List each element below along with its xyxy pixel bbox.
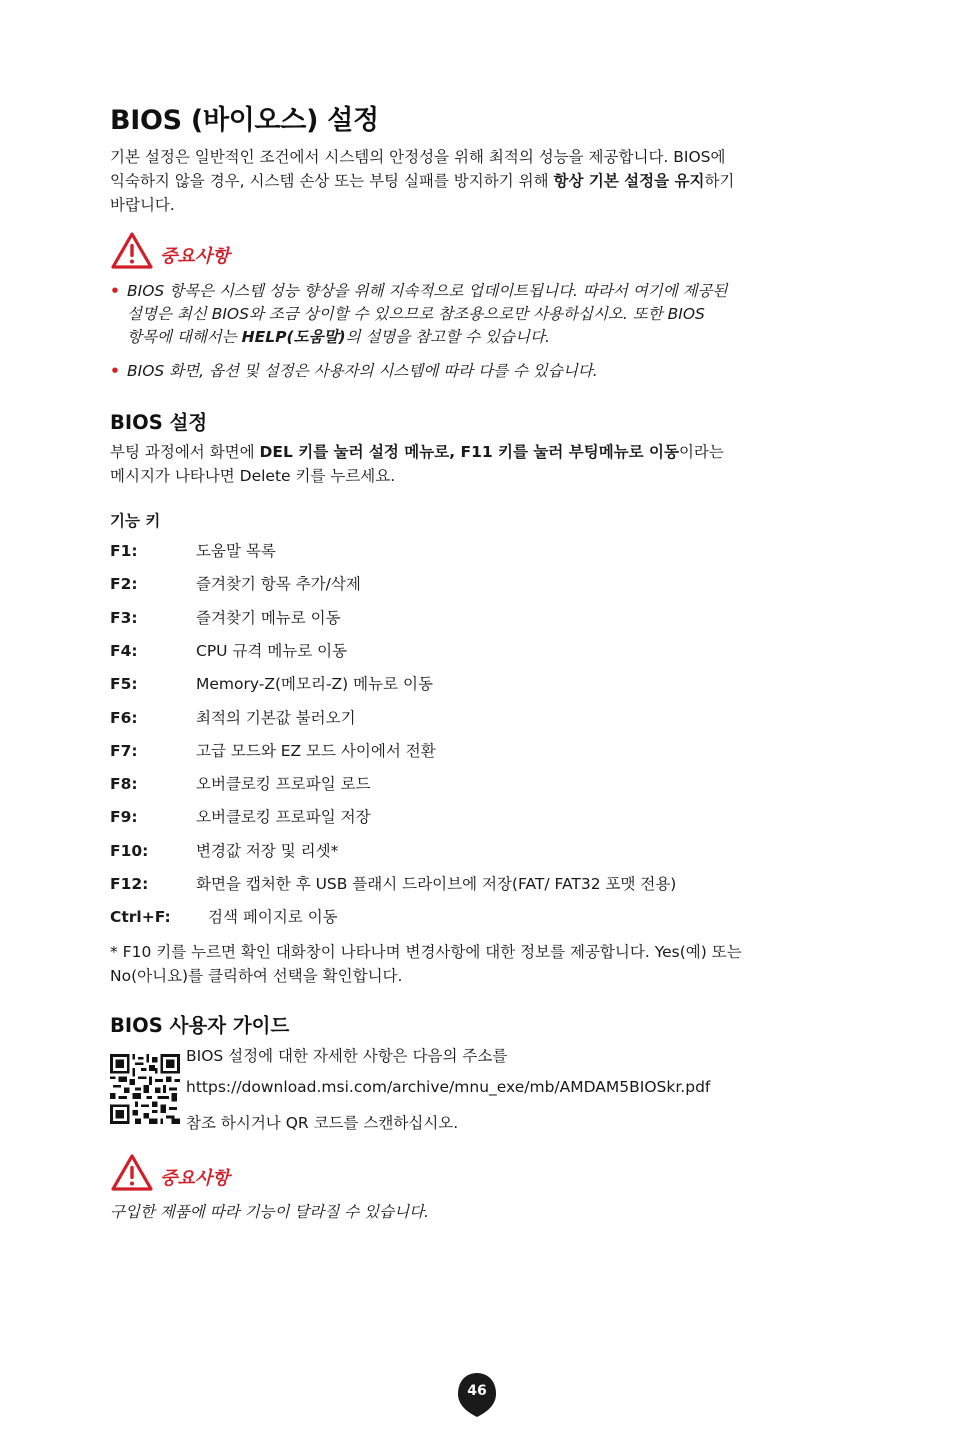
important-label: 중요사항 [160,246,230,267]
key-description: 고급 모드와 EZ 모드 사이에서 전환 [196,742,436,760]
guide-url-link[interactable]: https://download.msi.com/archive/mnu_exe/mb/AMDAM5BIOSkr.pdf [186,1078,711,1096]
important-label: 중요사항 [160,1168,230,1189]
setup-line-1c: 이라는 [678,443,724,461]
footnote-line-2: No(아니요)를 클릭하여 선택을 확인합니다. [110,967,403,985]
key-label: F12: [110,875,149,893]
intro-line-2a: 익숙하지 않을 경우, 시스템 손상 또는 부팅 실패를 방지하기 위해 [110,172,554,190]
qr-code-icon [110,1054,180,1124]
key-label: F2: [110,575,138,593]
important-header-2 [110,1150,230,1196]
key-description: 변경값 저장 및 리셋* [196,842,339,860]
setup-emphasis: DEL 키를 눌러 설정 메뉴로, F11 키를 눌러 부팅메뉴로 이동 [259,443,679,461]
key-description: 최적의 기본값 불러오기 [196,709,356,727]
bullet-1-line-3c: 의 설명을 참고할 수 있습니다. [345,328,550,346]
important-2-text: 구입한 제품에 따라 기능이 달라질 수 있습니다. [110,1203,429,1221]
key-label: F10: [110,842,149,860]
key-description: 화면을 캡처한 후 USB 플래시 드라이브에 저장(FAT/ FAT32 포맷 전용) [196,875,677,893]
key-description: 오버클로킹 프로파일 저장 [196,808,371,826]
important-bullet-1 [110,280,840,349]
warning-icon [110,1153,154,1193]
setup-line-2: 메시지가 나타나면 Delete 키를 누르세요. [110,467,396,485]
bullet-dot: • [110,362,120,380]
help-emphasis: HELP(도움말) [241,328,346,346]
key-description: CPU 규격 메뉴로 이동 [196,642,348,660]
key-label: F8: [110,775,138,793]
section-heading-user-guide: BIOS 사용자 가이드 [110,1014,290,1037]
important-header-1 [110,228,230,274]
key-label: F5: [110,675,138,693]
key-description: Memory-Z(메모리-Z) 메뉴로 이동 [196,675,433,693]
important-bullet-2 [110,360,840,383]
warning-icon [110,231,154,271]
guide-line-3: 참조 하시거나 QR 코드를 스캔하십시오. [186,1114,459,1132]
key-description: 검색 페이지로 이동 [208,908,338,926]
bullet-2-text: BIOS 화면, 옵션 및 설정은 사용자의 시스템에 따라 다를 수 있습니다. [127,362,598,380]
key-description: 도움말 목록 [196,542,276,560]
key-label: F9: [110,808,138,826]
setup-line-1a: 부팅 과정에서 화면에 [110,443,260,461]
intro-line-3: 바랍니다. [110,196,175,214]
key-description: 오버클로킹 프로파일 로드 [196,775,371,793]
bullet-1-line-1: BIOS 항목은 시스템 성능 향상을 위해 지속적으로 업데이트됩니다. 따라서 여기에 제공된 [127,282,728,300]
bios-setup-paragraph [110,440,838,488]
key-label: F4: [110,642,138,660]
key-label: F1: [110,542,138,560]
bullet-1-line-3a: 항목에 대해서는 [127,328,242,346]
intro-line-2c: 하기 [704,172,735,190]
intro-line-1: 기본 설정은 일반적인 조건에서 시스템의 안정성을 위해 최적의 성능을 제공합니다. BIOS에 [110,148,726,166]
bullet-dot: • [110,282,120,300]
page-title: BIOS (바이오스) 설정 [110,105,379,136]
key-label: F7: [110,742,138,760]
bullet-1-line-2: 설명은 최신 BIOS와 조금 상이할 수 있으므로 참조용으로만 사용하십시오. 또한 BIOS [127,305,705,323]
key-label: F3: [110,609,138,627]
section-heading-bios-setup: BIOS 설정 [110,411,208,434]
guide-line-1: BIOS 설정에 대한 자세한 사항은 다음의 주소를 [186,1047,508,1065]
key-description: 즐겨찾기 항목 추가/삭제 [196,575,361,593]
f10-footnote [110,940,838,988]
function-keys-heading: 기능 키 [110,512,161,530]
intro-emphasis: 항상 기본 설정을 유지 [553,172,705,190]
key-description: 즐겨찾기 메뉴로 이동 [196,609,341,627]
footnote-line-1: * F10 키를 누르면 확인 대화창이 나타나며 변경사항에 대한 정보를 제공합니다. Yes(예) 또는 [110,943,742,961]
page-number: 46 [467,1383,487,1399]
key-label: Ctrl+F: [110,908,171,926]
key-label: F6: [110,709,138,727]
intro-paragraph [110,145,838,217]
